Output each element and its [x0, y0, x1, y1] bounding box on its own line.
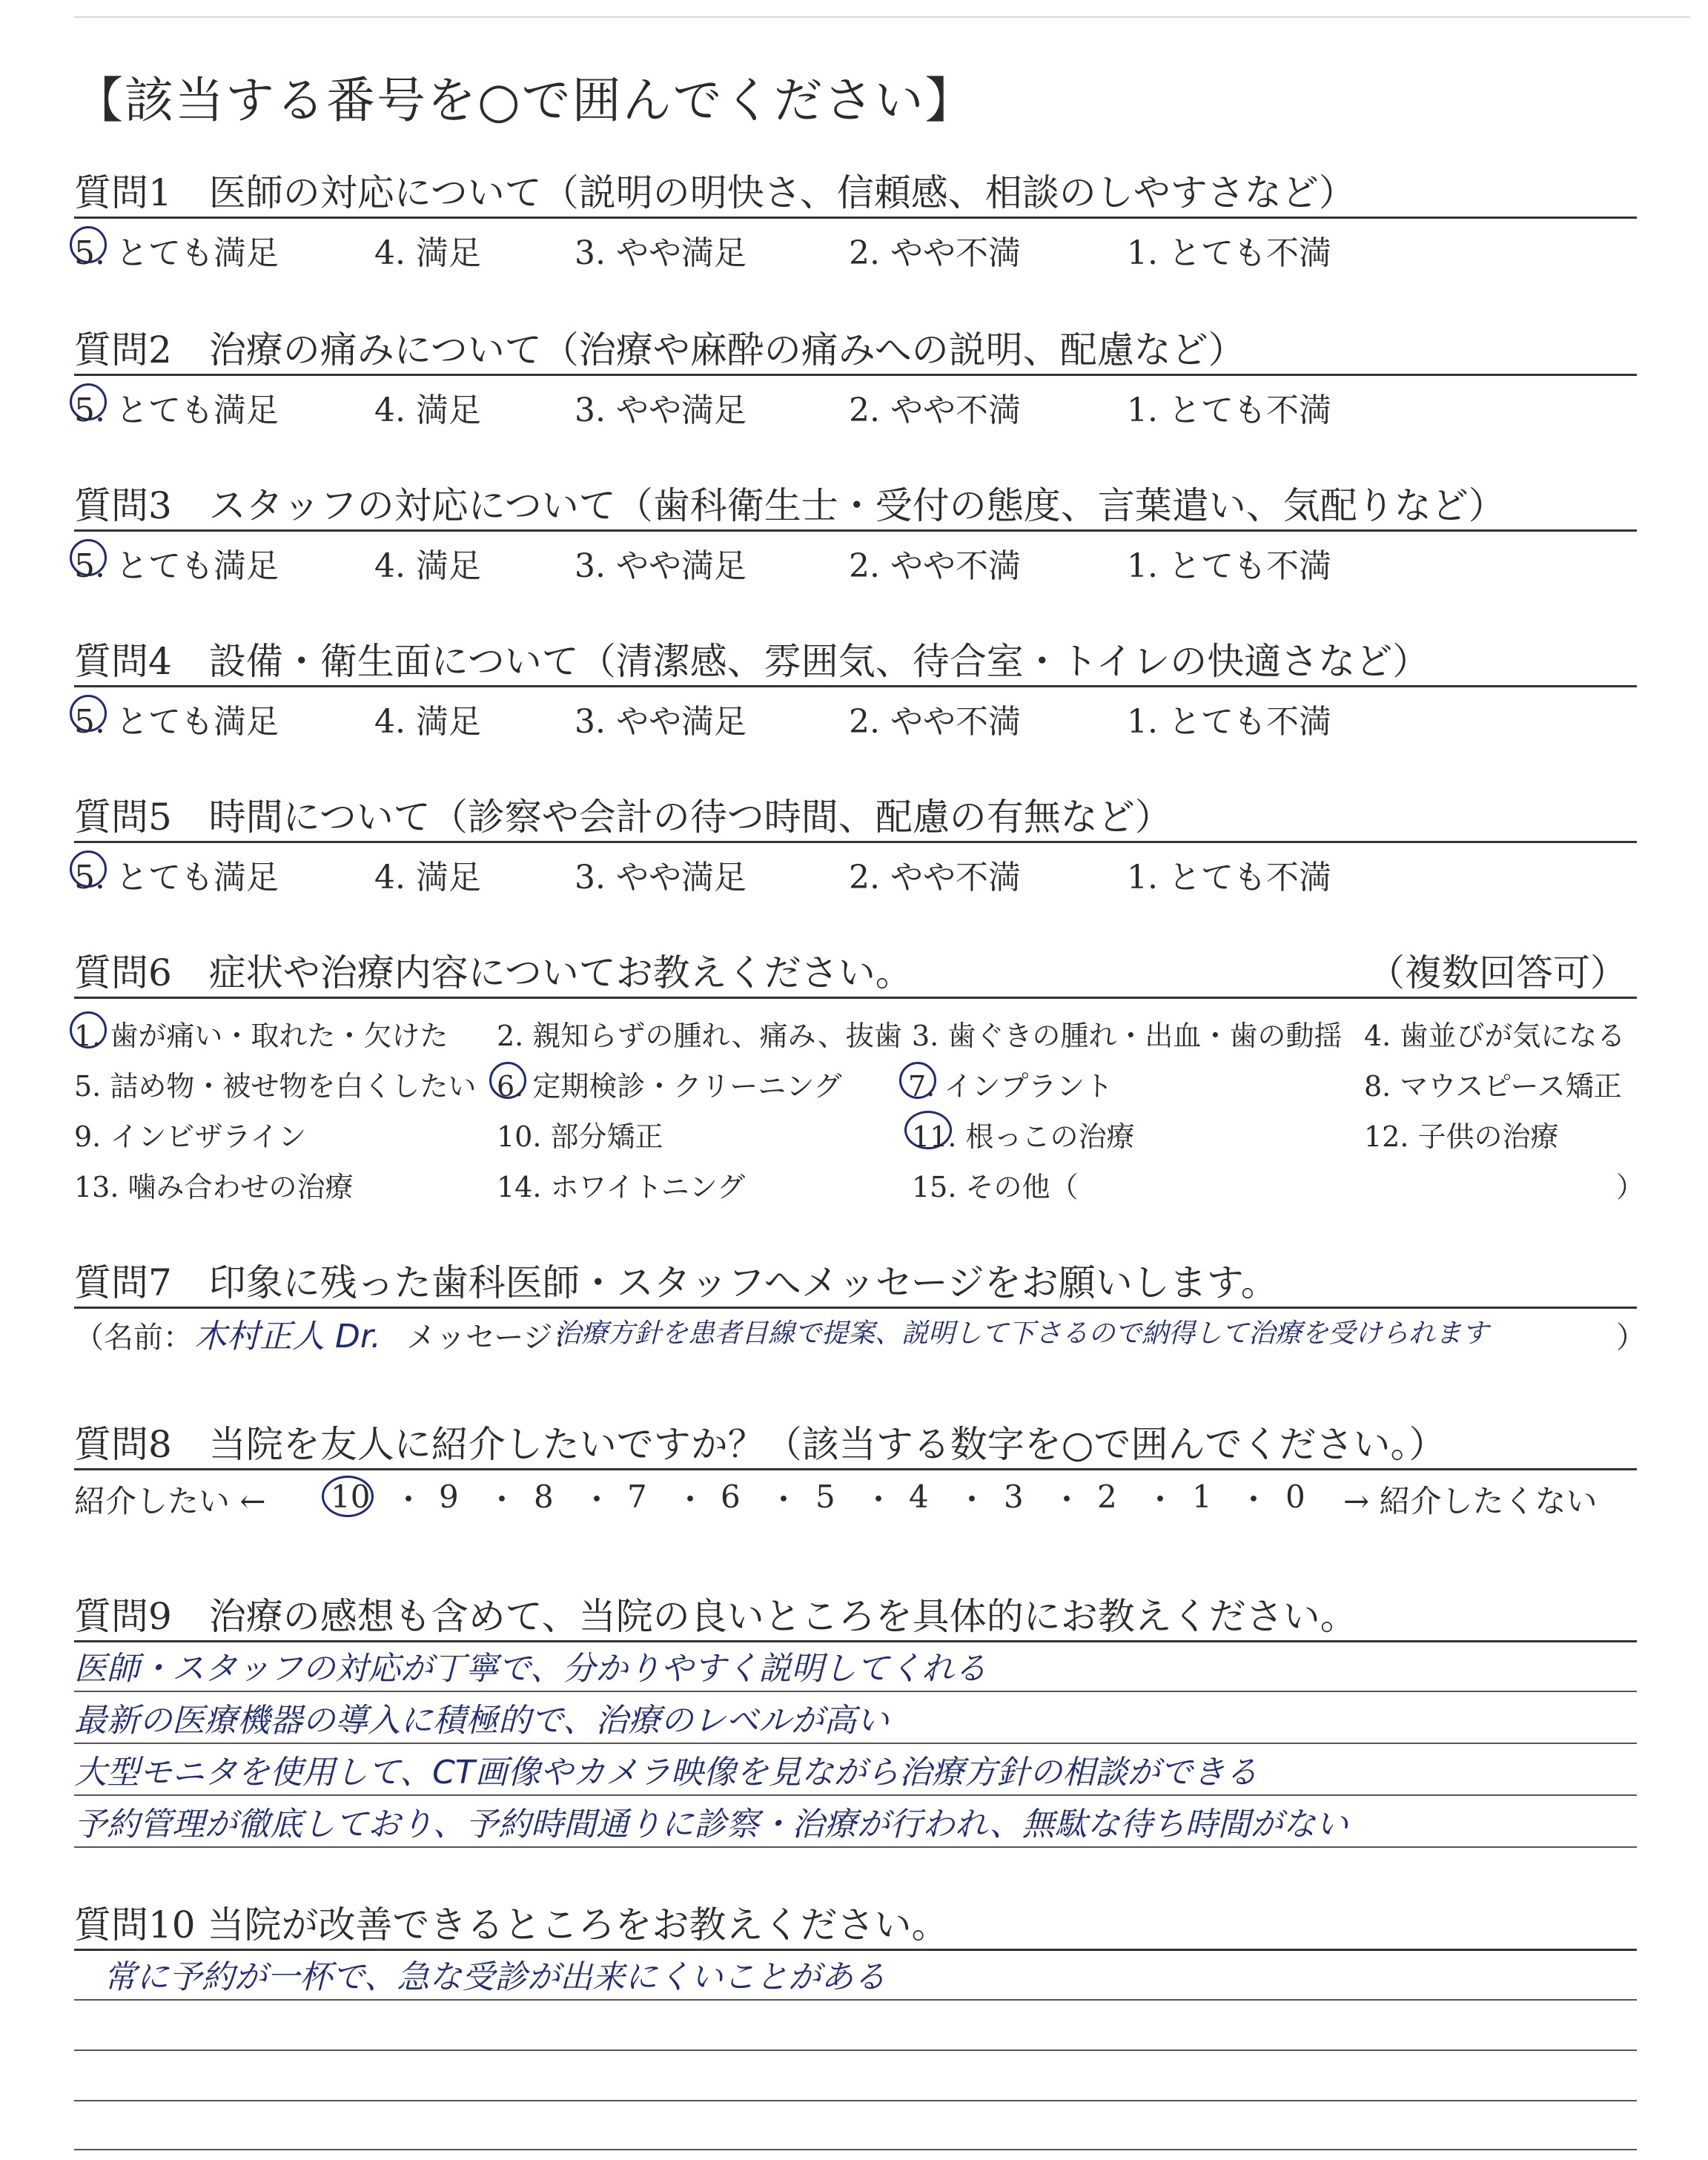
q8-right-label: → 紹介したくない	[1343, 1483, 1598, 1519]
q3-option-2[interactable]: 2. やや不満	[849, 547, 1021, 585]
top-border	[74, 16, 1690, 18]
q5-title: 質問5 時間について（診察や会計の待つ時間、配慮の有無など）	[74, 796, 1172, 839]
q7-rule	[74, 1307, 1637, 1309]
q8-scale-9[interactable]: 9	[439, 1479, 459, 1515]
q4-option-4[interactable]: 4. 満足	[374, 703, 481, 741]
q8-dot: ・	[486, 1482, 518, 1518]
q6-option-13[interactable]: 13. 噛み合わせの治療	[74, 1171, 354, 1203]
q8-scale-7[interactable]: 7	[627, 1479, 647, 1515]
q8-dot: ・	[863, 1482, 895, 1518]
q6-option-11[interactable]: 11. 根っこの治療	[912, 1120, 1135, 1153]
q5-option-5[interactable]: 5. とても満足	[74, 859, 279, 896]
q8-rule	[74, 1468, 1637, 1470]
q4-option-3[interactable]: 3. やや満足	[575, 703, 747, 741]
q5-option-4[interactable]: 4. 満足	[374, 859, 481, 896]
q6-option-3[interactable]: 3. 歯ぐきの腫れ・出血・歯の動揺	[912, 1020, 1343, 1052]
q8-scale-4[interactable]: 4	[909, 1479, 929, 1515]
q6-option-4[interactable]: 4. 歯並びが気になる	[1364, 1020, 1626, 1052]
q10-line	[74, 2100, 1637, 2101]
q4-title: 質問4 設備・衛生面について（清潔感、雰囲気、待合室・トイレの快適さなど）	[74, 640, 1430, 683]
q9-line	[74, 1691, 1637, 1692]
q10-line	[74, 1999, 1637, 2001]
q8-dot: ・	[1238, 1482, 1270, 1518]
q8-scale-8[interactable]: 8	[534, 1479, 554, 1515]
q8-title: 質問8 当院を友人に紹介したいですか？（該当する数字を○で囲んでください。）	[74, 1423, 1446, 1466]
q8-dot: ・	[393, 1482, 425, 1518]
q2-option-5[interactable]: 5. とても満足	[74, 392, 279, 429]
q9-line	[74, 1794, 1637, 1796]
q3-option-1[interactable]: 1. とても不満	[1127, 547, 1331, 585]
q10-line	[74, 2149, 1637, 2150]
q1-option-5[interactable]: 5. とても満足	[74, 234, 279, 272]
q2-option-4[interactable]: 4. 満足	[374, 392, 481, 429]
q1-rule	[74, 217, 1637, 219]
q6-note: （複数回答可）	[1368, 951, 1627, 994]
q6-option-15[interactable]: 15. その他（	[912, 1171, 1079, 1203]
q2-rule	[74, 374, 1637, 376]
q8-dot: ・	[768, 1482, 800, 1518]
q4-option-1[interactable]: 1. とても不満	[1127, 703, 1331, 741]
q6-option-1[interactable]: 1. 歯が痛い・取れた・欠けた	[74, 1020, 448, 1052]
q4-option-2[interactable]: 2. やや不満	[849, 703, 1021, 741]
q8-dot: ・	[581, 1482, 613, 1518]
q2-option-2[interactable]: 2. やや不満	[849, 392, 1021, 429]
q6-option-8[interactable]: 8. マウスピース矯正	[1364, 1070, 1622, 1103]
q8-dot: ・	[1051, 1482, 1083, 1518]
q2-title: 質問2 治療の痛みについて（治療や麻酔の痛みへの説明、配慮など）	[74, 328, 1245, 371]
q7-message-value[interactable]: 治療方針を患者目線で提案、説明して下さるので納得して治療を受けられます	[555, 1318, 1489, 1349]
q6-option-9[interactable]: 9. インビザライン	[74, 1120, 307, 1153]
q9-answer-line-2[interactable]: 最新の医療機器の導入に積極的で、治療のレベルが高い	[74, 1702, 890, 1740]
q7-title: 質問7 印象に残った歯科医師・スタッフへメッセージをお願いします。	[74, 1261, 1278, 1304]
q9-line	[74, 1846, 1637, 1848]
q6-option-12[interactable]: 12. 子供の治療	[1364, 1120, 1559, 1153]
q6-rule	[74, 997, 1637, 999]
q3-option-3[interactable]: 3. やや満足	[575, 547, 747, 585]
q8-scale-3[interactable]: 3	[1004, 1479, 1024, 1515]
q4-rule	[74, 685, 1637, 687]
q9-line	[74, 1743, 1637, 1744]
q6-title: 質問6 症状や治療内容についてお教えください。	[74, 951, 913, 994]
q1-title: 質問1 医師の対応について（説明の明快さ、信頼感、相談のしやすさなど）	[74, 171, 1356, 214]
q7-close: ）	[1616, 1321, 1646, 1355]
q3-option-4[interactable]: 4. 満足	[374, 547, 481, 585]
q8-scale-0[interactable]: 0	[1285, 1479, 1305, 1515]
q6-option-2[interactable]: 2. 親知らずの腫れ、痛み、抜歯	[497, 1020, 902, 1052]
q9-answer-line-3[interactable]: 大型モニタを使用して、CT画像やカメラ映像を見ながら治療方針の相談ができる	[74, 1754, 1258, 1791]
q9-answer-line-1[interactable]: 医師・スタッフの対応が丁寧で、分かりやすく説明してくれる	[74, 1650, 987, 1688]
q9-title: 質問9 治療の感想も含めて、当院の良いところを具体的にお教えください。	[74, 1595, 1357, 1638]
q6-option-7[interactable]: 7. インプラント	[908, 1070, 1113, 1103]
q8-scale-1[interactable]: 1	[1192, 1479, 1212, 1515]
q8-left-label: 紹介したい ←	[74, 1483, 266, 1519]
q6-option-15-close: ）	[1616, 1171, 1645, 1203]
q6-option-10[interactable]: 10. 部分矯正	[497, 1120, 663, 1153]
q8-scale-5[interactable]: 5	[815, 1479, 835, 1515]
q2-option-1[interactable]: 1. とても不満	[1127, 392, 1331, 429]
q10-line	[74, 2050, 1637, 2051]
q8-dot: ・	[956, 1482, 988, 1518]
q8-dot: ・	[1145, 1482, 1176, 1518]
page-heading: 【該当する番号を○で囲んでください】	[74, 72, 976, 129]
q7-name-value[interactable]: 木村正人 Dr.	[194, 1318, 381, 1355]
q5-rule	[74, 841, 1637, 843]
q8-scale-6[interactable]: 6	[721, 1479, 741, 1515]
q8-scale-10[interactable]: 10	[331, 1479, 371, 1515]
q3-option-5[interactable]: 5. とても満足	[74, 547, 279, 585]
q1-option-2[interactable]: 2. やや不満	[849, 234, 1021, 272]
q1-option-1[interactable]: 1. とても不満	[1127, 234, 1331, 272]
q6-option-5[interactable]: 5. 詰め物・被せ物を白くしたい	[74, 1070, 477, 1103]
q7-message-label: メッセージ：	[406, 1321, 583, 1355]
q9-answer-line-4[interactable]: 予約管理が徹底しており、予約時間通りに診察・治療が行われ、無駄な待ち時間がない	[74, 1806, 1348, 1843]
q3-rule	[74, 529, 1637, 532]
q10-title: 質問10 当院が改善できるところをお教えください。	[74, 1903, 949, 1946]
q7-name-label: （名前：	[74, 1321, 193, 1355]
q10-answer-line-1[interactable]: 常に予約が一杯で、急な受診が出来にくいことがある	[104, 1958, 887, 1996]
q5-option-2[interactable]: 2. やや不満	[849, 859, 1021, 896]
q1-option-4[interactable]: 4. 満足	[374, 234, 481, 272]
q5-option-1[interactable]: 1. とても不満	[1127, 859, 1331, 896]
q6-option-14[interactable]: 14. ホワイトニング	[497, 1171, 746, 1203]
q5-option-3[interactable]: 3. やや満足	[575, 859, 747, 896]
q8-dot: ・	[675, 1482, 706, 1518]
q3-title: 質問3 スタッフの対応について（歯科衛生士・受付の態度、言葉遣い、気配りなど）	[74, 484, 1506, 527]
q6-option-6[interactable]: 6. 定期検診・クリーニング	[497, 1070, 842, 1103]
q2-option-3[interactable]: 3. やや満足	[575, 392, 747, 429]
q4-option-5[interactable]: 5. とても満足	[74, 703, 279, 741]
q1-option-3[interactable]: 3. やや満足	[575, 234, 747, 272]
q8-scale-2[interactable]: 2	[1097, 1479, 1117, 1515]
